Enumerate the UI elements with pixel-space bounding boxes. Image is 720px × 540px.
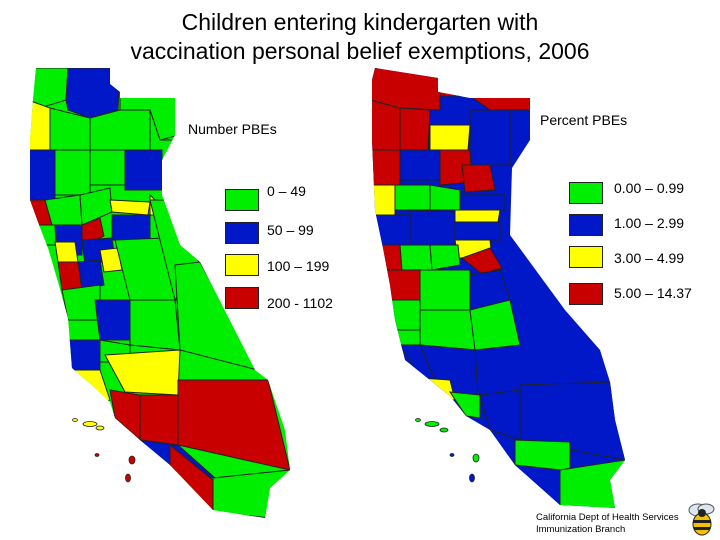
- left-county: [125, 150, 162, 190]
- bee-logo-icon: [684, 500, 718, 538]
- right-county: [462, 165, 495, 192]
- right-county: [400, 245, 432, 270]
- left-county: [28, 100, 50, 150]
- right-county: [400, 108, 430, 150]
- left-legend-label-3: 200 - 1102: [267, 295, 333, 311]
- right-legend-title: Percent PBEs: [540, 112, 628, 128]
- right-county: [515, 465, 565, 508]
- right-county: [372, 185, 395, 215]
- right-county: [420, 270, 470, 310]
- left-county: [140, 395, 178, 445]
- left-legend-label-0: 0 – 49: [267, 183, 306, 199]
- left-county: [28, 150, 55, 200]
- left-legend-swatch-3: [225, 287, 259, 309]
- left-county: [110, 390, 140, 440]
- left-island: [129, 456, 135, 464]
- right-county: [385, 270, 420, 300]
- right-county: [370, 100, 400, 150]
- credit-text: [536, 512, 679, 536]
- left-county: [45, 195, 82, 225]
- credit-line-1: California Dept of Health Services: [536, 512, 679, 523]
- left-county: [30, 225, 56, 245]
- right-county: [470, 110, 510, 165]
- right-county: [430, 245, 460, 270]
- credit-line-2: Immunization Branch: [536, 524, 626, 535]
- right-county: [420, 310, 475, 350]
- left-county: [110, 200, 150, 215]
- left-legend-swatch-0: [225, 189, 259, 211]
- right-island: [425, 422, 439, 427]
- right-county: [370, 150, 400, 185]
- right-county: [455, 222, 500, 240]
- left-legend-label-1: 50 – 99: [267, 222, 314, 238]
- left-county: [130, 300, 180, 350]
- left-legend-label-2: 100 – 199: [267, 258, 330, 274]
- left-island: [83, 422, 97, 427]
- right-legend-swatch-2: [569, 246, 603, 268]
- left-island: [95, 454, 99, 457]
- left-county: [62, 285, 100, 320]
- right-legend-swatch-3: [569, 283, 603, 305]
- right-island: [450, 454, 454, 457]
- right-county: [460, 195, 505, 210]
- right-island: [470, 474, 475, 482]
- right-county: [380, 245, 402, 270]
- left-county: [68, 340, 100, 370]
- right-legend-label-1: 1.00 – 2.99: [614, 215, 685, 231]
- right-county: [395, 330, 420, 345]
- right-county: [390, 300, 420, 330]
- left-county: [90, 110, 150, 150]
- right-legend-label-3: 5.00 – 14.37: [614, 285, 692, 301]
- left-county: [55, 150, 90, 195]
- right-county: [480, 390, 520, 440]
- left-county: [95, 300, 130, 340]
- right-map-percent-pbes: [360, 0, 720, 540]
- right-county: [430, 185, 460, 210]
- right-county: [395, 185, 430, 210]
- left-island: [126, 474, 131, 482]
- right-legend-label-0: 0.00 – 0.99: [614, 180, 685, 196]
- right-island: [440, 428, 448, 432]
- right-county: [400, 150, 440, 180]
- left-county: [112, 215, 150, 240]
- left-county: [55, 242, 78, 262]
- left-island: [96, 426, 104, 430]
- right-island: [416, 419, 421, 422]
- right-county: [375, 215, 410, 245]
- right-legend-swatch-0: [569, 182, 603, 204]
- right-county: [455, 210, 500, 222]
- right-county: [420, 378, 455, 400]
- left-legend-title: Number PBEs: [188, 121, 277, 137]
- left-legend-swatch-2: [225, 254, 259, 276]
- right-legend-swatch-1: [569, 214, 603, 236]
- right-island: [473, 454, 479, 462]
- left-county: [213, 470, 290, 520]
- right-county: [430, 125, 470, 150]
- left-county: [90, 150, 125, 185]
- right-legend-label-2: 3.00 – 4.99: [614, 250, 685, 266]
- title-line-1: Children entering kindergarten with: [181, 9, 539, 35]
- right-county: [410, 210, 455, 245]
- left-county: [66, 68, 120, 118]
- right-county: [450, 392, 480, 418]
- left-island: [73, 419, 78, 422]
- left-legend-swatch-1: [225, 222, 259, 244]
- title-line-2: vaccination personal belief exemptions, 2006: [130, 38, 590, 64]
